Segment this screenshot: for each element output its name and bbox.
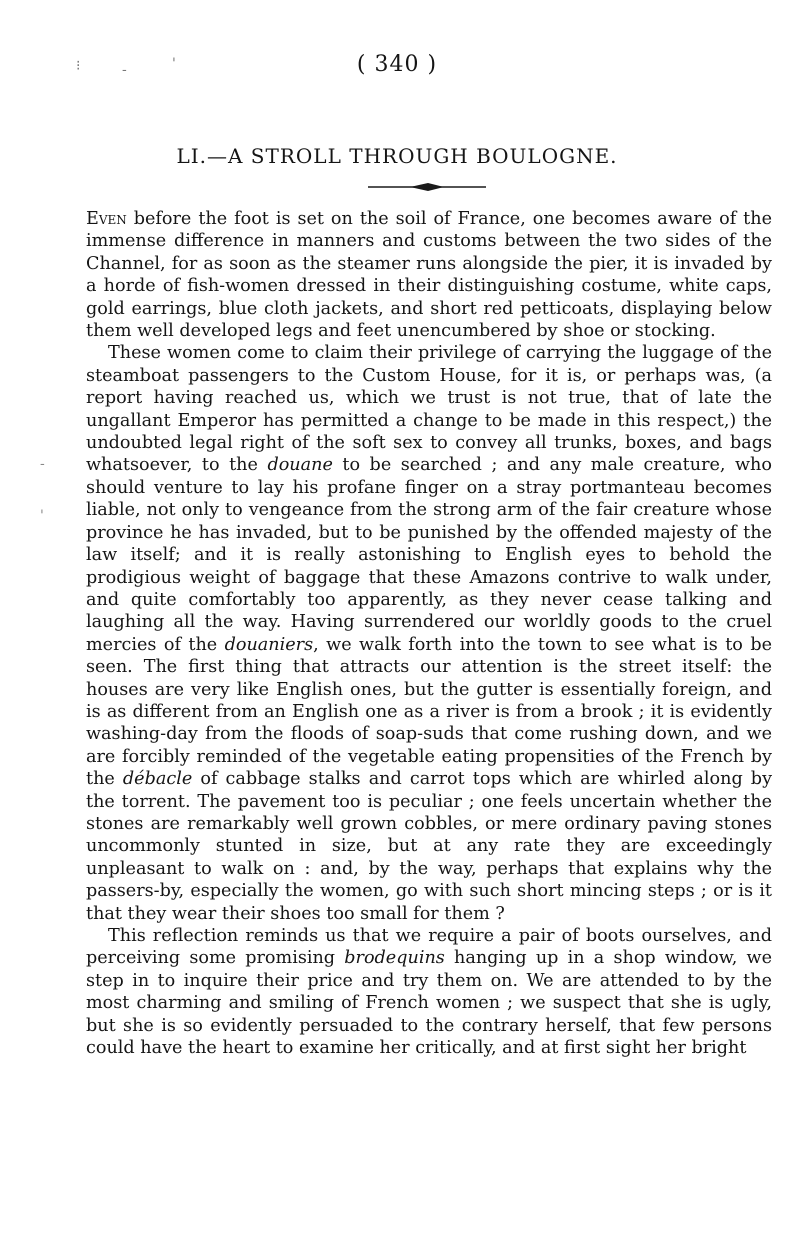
paragraph-2-text: to be searched ; and any male creature, who should venture to lay his profane finger on a stray portmanteau becomes liable, not only to vengeance from the strong arm of the fair creature whose province he has invaded, but to be punished by the offended majesty of the law itself; and it is really astonishing to English eyes to behold the prodigious weight of baggage that these Amazons contrive to walk under, and quite comfortably too apparently, as they never cease talking and laughing all the way. Having surrendered our worldly goods to the cruel mercies of the [86, 455, 772, 655]
page-number: ( 340 ) [356, 52, 438, 77]
scan-speck: ⁝ [76, 58, 81, 74]
margin-mark: - [40, 456, 45, 472]
margin-mark: ' [40, 508, 44, 524]
scan-speck: - [122, 62, 127, 78]
paragraph-2-text: These women come to claim their privilege of carrying the luggage of the steamboat passengers to the Custom House, for it is, or perhaps was, (a report having reached us, which we trust is not true, that of late the ungallant Emperor has permitted a change to be made in this respect,) the undoubted legal right of the soft sex to convey all trunks, boxes, and bags whatsoever, to the [86, 343, 772, 476]
title-rule-ornament [368, 180, 486, 194]
opening-word: Even [86, 209, 127, 229]
italic-term-douane: douane [267, 455, 333, 476]
italic-term-douaniers: douaniers [224, 634, 314, 655]
paragraph-3 [86, 925, 772, 1059]
paragraph-1 [86, 208, 772, 342]
scan-speck: ' [172, 56, 176, 72]
paragraph-2-text: of cabbage stalks and carrot tops which are whirled along by the torrent. The pavement too is peculiar ; one feels uncertain whether the stones are remarkably well grown cobbles, or mere ordinary paving stones uncommonly stunted in size, but at any rate they are exceedingly unpleasant to walk on : and, by the way, perhaps that explains why the passers-by, especially the women, go with such short mincing steps ; or is it that they wear their shoes too small for them ? [86, 769, 773, 924]
article-body [86, 208, 772, 1059]
chapter-title: LI.—A STROLL THROUGH BOULOGNE. [176, 144, 618, 168]
paragraph-2 [86, 342, 772, 925]
italic-term-brodequins: brodequins [344, 948, 445, 969]
italic-term-debacle: débacle [122, 769, 193, 790]
paragraph-1-text: before the foot is set on the soil of France, one becomes aware of the immense difference in manners and customs between the two sides of the Channel, for as soon as the steamer runs alongside the pier, it is invaded by a horde of fish-women dressed in their distinguishing costume, white caps, gold earrings, blue cloth jackets, and short red petticoats, displaying below them well developed legs and feet unencumbered by shoe or stocking. [86, 209, 772, 342]
paragraph-3-text: This reflection reminds us that we require a pair of boots ourselves, and perceiving some promising [86, 926, 772, 969]
paragraph-2-text: , we walk forth into the town to see what is to be seen. The first thing that attracts our attention is the street itself: the houses are very like English ones, but the gutter is essentially foreign, and is as different from an English one as a river is from a brook ; it is evidently washing-day from the floods of soap-suds that come rushing down, and we are forcibly reminded of the vegetable eating propensities of the French by the [86, 634, 772, 790]
paragraph-3-text: hanging up in a shop window, we step in to inquire their price and try them on. We are attended to by the most charming and smiling of French women ; we suspect that she is ugly, but she is so evidently persuaded to the contrary herself, that few persons could have the heart to examine her critically, and at first sight her bright [86, 948, 772, 1059]
